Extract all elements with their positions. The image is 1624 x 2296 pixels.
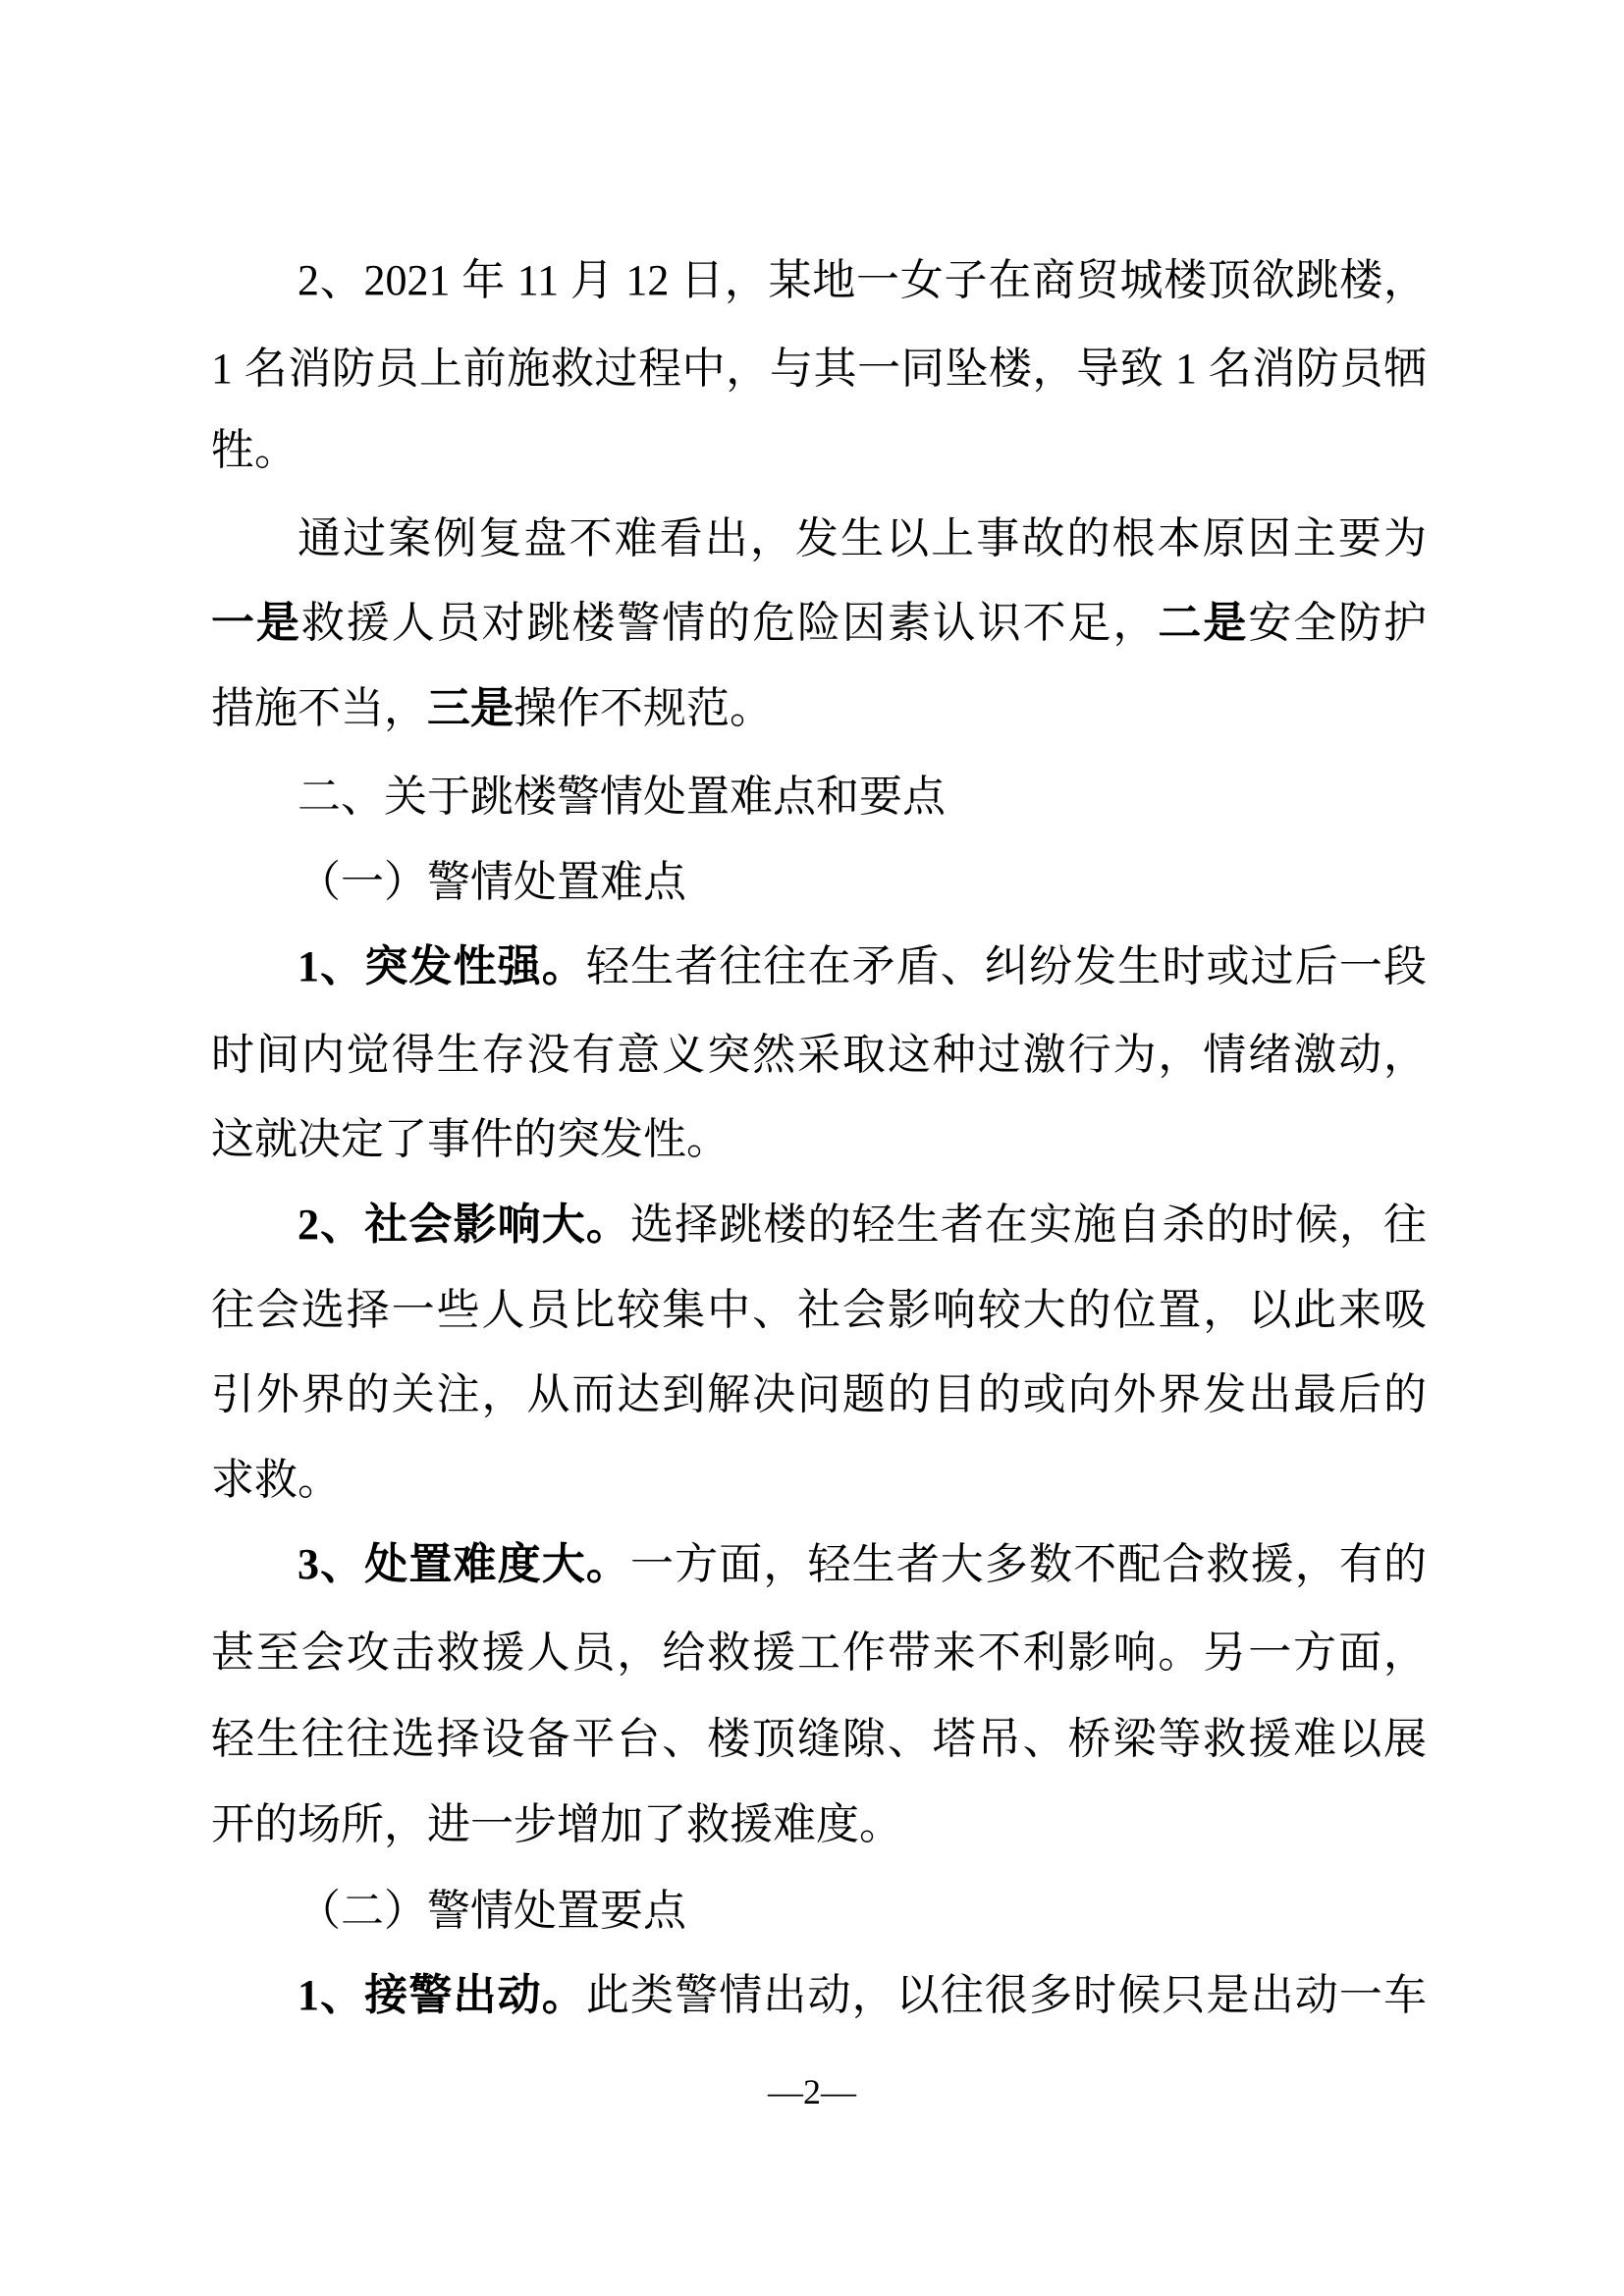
bold-text-segment: 1、接警出动。 xyxy=(298,1971,586,2019)
text-line xyxy=(211,1624,1427,1682)
text-segment: 通过案例复盘不难看出，发生以上事故的根本原因主要为 xyxy=(298,514,1427,562)
text-segment: 二、关于跳楼警情处置难点和要点 xyxy=(298,773,946,821)
text-segment: 引外界的关注，从而达到解决问题的目的或向外界发出最后的 xyxy=(211,1370,1427,1418)
text-segment: 甚至会攻击救援人员，给救援工作带来不利影响。另一方面， xyxy=(211,1629,1427,1677)
text-segment: 时间内觉得生存没有意义突然采取这种过激行为，情绪激动， xyxy=(211,1031,1427,1079)
text-line xyxy=(211,1966,1427,2025)
text-segment: 操作不规范。 xyxy=(514,684,773,732)
bold-text-segment: 一是 xyxy=(211,599,301,647)
text-segment: 轻生者往往在矛盾、纠纷发生时或过后一段 xyxy=(585,942,1428,990)
text-segment: 安全防护 xyxy=(1248,599,1428,647)
text-segment: 往会选择一些人员比较集中、社会影响较大的位置，以此来吸 xyxy=(211,1286,1427,1334)
text-line xyxy=(211,509,1427,568)
text-segment: （二）警情处置要点 xyxy=(298,1887,686,1935)
page-number: —2— xyxy=(768,2072,856,2111)
text-line xyxy=(211,1026,1427,1085)
text-segment: 措施不当， xyxy=(211,684,427,732)
bold-text-segment: 1、突发性强。 xyxy=(298,942,586,990)
text-segment: 牲。 xyxy=(211,426,298,474)
text-line xyxy=(211,1365,1427,1424)
text-line xyxy=(211,340,1427,399)
text-segment: 2、2021 年 11 月 12 日，某地一女子在商贸城楼顶欲跳楼， xyxy=(298,256,1427,304)
bold-text-segment: 2、社会影响大。 xyxy=(298,1201,630,1249)
text-line xyxy=(211,251,1427,310)
text-segment: 这就决定了事件的突发性。 xyxy=(211,1115,730,1163)
text-line xyxy=(211,1110,1427,1169)
bold-text-segment: 二是 xyxy=(1158,599,1249,647)
text-line xyxy=(211,853,1427,912)
text-segment: 开的场所，进一步增加了救援难度。 xyxy=(211,1800,902,1848)
text-segment: 一方面，轻生者大多数不配合救援，有的 xyxy=(629,1540,1428,1588)
text-line xyxy=(211,768,1427,827)
text-segment: 轻生往往选择设备平台、楼顶缝隙、塔吊、桥梁等救援难以展 xyxy=(211,1715,1427,1763)
text-line xyxy=(211,1795,1427,1854)
text-line xyxy=(211,1281,1427,1340)
text-segment: 救援人员对跳楼警情的危险因素认识不足， xyxy=(300,599,1159,647)
text-segment: 1 名消防员上前施救过程中，与其一同坠楼，导致 1 名消防员牺 xyxy=(211,345,1427,393)
text-line xyxy=(211,594,1427,653)
text-line xyxy=(211,679,1427,738)
text-segment: 求救。 xyxy=(211,1456,341,1504)
text-line xyxy=(211,1451,1427,1510)
bold-text-segment: 三是 xyxy=(427,684,514,732)
text-segment: 选择跳楼的轻生者在实施自杀的时候，往 xyxy=(629,1201,1428,1249)
text-line xyxy=(211,937,1427,996)
text-line xyxy=(211,1535,1427,1594)
text-line xyxy=(211,1196,1427,1255)
text-line xyxy=(211,1710,1427,1769)
text-line xyxy=(211,1882,1427,1941)
text-line xyxy=(211,421,1427,480)
bold-text-segment: 3、处置难度大。 xyxy=(298,1540,630,1588)
text-segment: （一）警情处置难点 xyxy=(298,858,686,906)
text-segment: 此类警情出动，以往很多时候只是出动一车 xyxy=(585,1971,1428,2019)
